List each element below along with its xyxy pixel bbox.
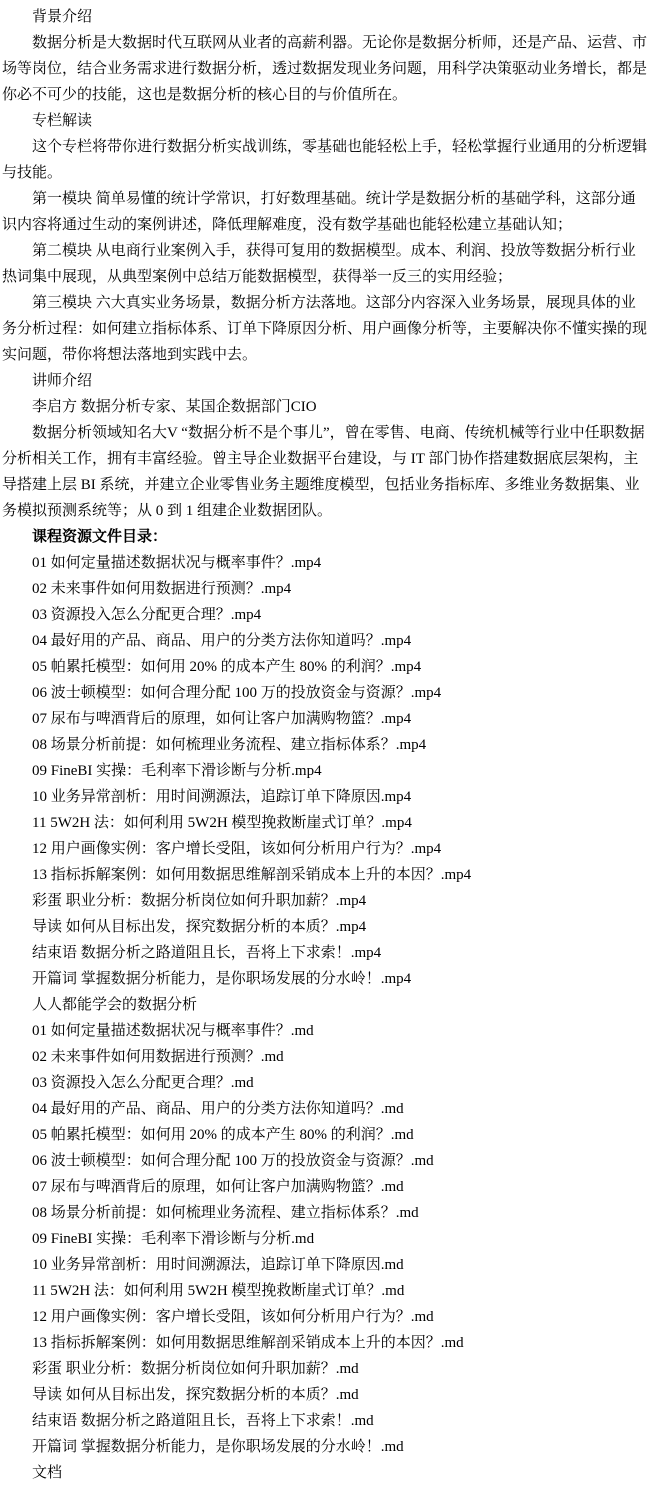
markdown-file-list xyxy=(2,1018,648,1460)
instructor-bio-paragraph: 数据分析领域知名大V “数据分析不是个事儿”，曾在零售、电商、传统机械等行业中任职数据分析相关工作，拥有丰富经验。曾主导企业数据平台建设，与 IT 部门协作搭建数据底层架构，主导搭建上层 BI 系统，并建立企业零售业务主题维度模型，包括业务指标库、多维业务数据集、业务模拟预测系统等；从 0 到 1 组建企业数据团队。 xyxy=(2,425,645,519)
video-file-item: 13 指标拆解案例：如何用数据思维解剖采销成本上升的本因？.mp4 xyxy=(32,867,472,883)
markdown-file-item: 07 尿布与啤酒背后的原理，如何让客户加满购物篮？.md xyxy=(32,1179,404,1195)
file-directory-title: 课程资源文件目录： xyxy=(32,529,168,545)
video-file-item: 11 5W2H 法：如何利用 5W2H 模型挽救断崖式订单？.mp4 xyxy=(32,815,412,831)
column-overview-paragraph: 第二模块 从电商行业案例入手，获得可复用的数据模型。成本、利润、投放等数据分析行业热词集中展现，从典型案例中总结万能数据模型，获得举一反三的实用经验； xyxy=(2,243,636,285)
markdown-file-item: 彩蛋 职业分析：数据分析岗位如何升职加薪？.md xyxy=(32,1361,359,1377)
video-file-list xyxy=(2,550,648,992)
column-overview-paragraphs xyxy=(2,134,648,368)
video-file-item: 10 业务异常剖析：用时间溯源法，追踪订单下降原因.mp4 xyxy=(32,789,412,805)
markdown-file-item: 03 资源投入怎么分配更合理？.md xyxy=(32,1075,254,1091)
markdown-file-item: 10 业务异常剖析：用时间溯源法，追踪订单下降原因.md xyxy=(32,1257,404,1273)
markdown-file-item: 05 帕累托模型：如何用 20% 的成本产生 80% 的利润？.md xyxy=(32,1127,414,1143)
section-heading-instructor: 讲师介绍 xyxy=(32,373,93,389)
markdown-file-item: 11 5W2H 法：如何利用 5W2H 模型挽救断崖式订单？.md xyxy=(32,1283,405,1299)
video-file-item: 03 资源投入怎么分配更合理？.mp4 xyxy=(32,607,262,623)
video-file-item: 07 尿布与啤酒背后的原理，如何让客户加满购物篮？.mp4 xyxy=(32,711,412,727)
video-file-item: 04 最好用的产品、商品、用户的分类方法你知道吗？.mp4 xyxy=(32,633,412,649)
video-file-item: 09 FineBI 实操：毛利率下滑诊断与分析.mp4 xyxy=(32,763,322,779)
section-heading-column-overview: 专栏解读 xyxy=(32,113,93,129)
video-file-item: 06 波士顿模型：如何合理分配 100 万的投放资金与资源？.mp4 xyxy=(32,685,442,701)
video-file-item: 08 场景分析前提：如何梳理业务流程、建立指标体系？.mp4 xyxy=(32,737,427,753)
markdown-file-item: 04 最好用的产品、商品、用户的分类方法你知道吗？.md xyxy=(32,1101,404,1117)
folder-name-label: 人人都能学会的数据分析 xyxy=(32,997,198,1013)
video-file-item: 05 帕累托模型：如何用 20% 的成本产生 80% 的利润？.mp4 xyxy=(32,659,422,675)
column-overview-paragraph: 第三模块 六大真实业务场景，数据分析方法落地。这部分内容深入业务场景，展现具体的业务分析过程：如何建立指标体系、订单下降原因分析、用户画像分析等，主要解决你不懂实操的现实问题，带你将想法落地到实践中去。 xyxy=(2,295,648,363)
video-file-item: 导读 如何从目标出发，探究数据分析的本质？.mp4 xyxy=(32,919,367,935)
markdown-file-item: 09 FineBI 实操：毛利率下滑诊断与分析.md xyxy=(32,1231,315,1247)
markdown-file-item: 08 场景分析前提：如何梳理业务流程、建立指标体系？.md xyxy=(32,1205,419,1221)
docs-folder-label: 文档 xyxy=(32,1465,63,1481)
column-overview-paragraph: 这个专栏将带你进行数据分析实战训练，零基础也能轻松上手，轻松掌握行业通用的分析逻辑与技能。 xyxy=(2,139,648,181)
markdown-file-item: 开篇词 掌握数据分析能力，是你职场发展的分水岭！.md xyxy=(32,1439,404,1455)
video-file-item: 彩蛋 职业分析：数据分析岗位如何升职加薪？.mp4 xyxy=(32,893,367,909)
video-file-item: 12 用户画像实例：客户增长受阻，该如何分析用户行为？.mp4 xyxy=(32,841,442,857)
video-file-item: 结束语 数据分析之路道阻且长，吾将上下求索！.mp4 xyxy=(32,945,382,961)
markdown-file-item: 01 如何定量描述数据状况与概率事件？.md xyxy=(32,1023,314,1039)
instructor-name-line: 李启方 数据分析专家、某国企数据部门CIO xyxy=(32,399,317,415)
markdown-file-item: 结束语 数据分析之路道阻且长，吾将上下求索！.md xyxy=(32,1413,374,1429)
markdown-file-item: 13 指标拆解案例：如何用数据思维解剖采销成本上升的本因？.md xyxy=(32,1335,464,1351)
markdown-file-item: 02 未来事件如何用数据进行预测？.md xyxy=(32,1049,284,1065)
video-file-item: 02 未来事件如何用数据进行预测？.mp4 xyxy=(32,581,292,597)
video-file-item: 01 如何定量描述数据状况与概率事件？.mp4 xyxy=(32,555,322,571)
markdown-file-item: 导读 如何从目标出发，探究数据分析的本质？.md xyxy=(32,1387,359,1403)
markdown-file-item: 12 用户画像实例：客户增长受阻，该如何分析用户行为？.md xyxy=(32,1309,434,1325)
section-heading-background: 背景介绍 xyxy=(32,9,93,25)
column-overview-paragraph: 第一模块 简单易懂的统计学常识，打好数理基础。统计学是数据分析的基础学科，这部分通识内容将通过生动的案例讲述，降低理解难度，没有数学基础也能轻松建立基础认知； xyxy=(2,191,636,233)
video-file-item: 开篇词 掌握数据分析能力，是你职场发展的分水岭！.mp4 xyxy=(32,971,412,987)
background-paragraph: 数据分析是大数据时代互联网从业者的高薪利器。无论你是数据分析师，还是产品、运营、市场等岗位，结合业务需求进行数据分析，透过数据发现业务问题，用科学决策驱动业务增长，都是你必不可少的技能，这也是数据分析的核心目的与价值所在。 xyxy=(2,35,648,103)
markdown-file-item: 06 波士顿模型：如何合理分配 100 万的投放资金与资源？.md xyxy=(32,1153,434,1169)
